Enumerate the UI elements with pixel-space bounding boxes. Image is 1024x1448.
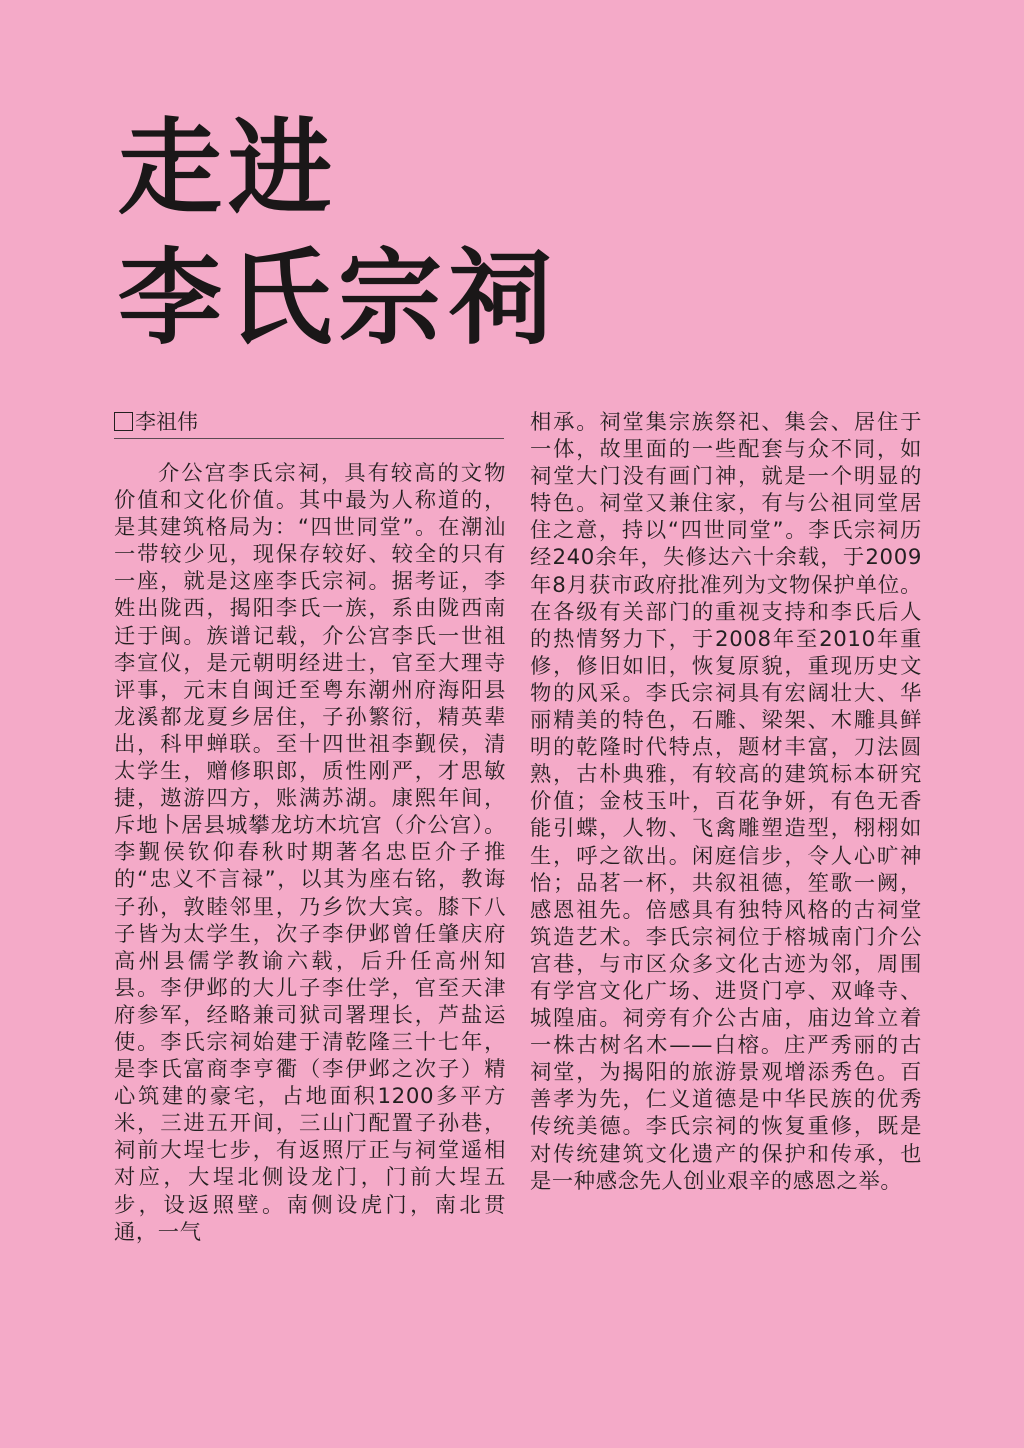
title-line-2: 李氏宗祠 xyxy=(118,236,559,359)
byline-box-icon xyxy=(114,412,133,431)
article-column-left: 介公宫李氏宗祠，具有较高的文物价值和文化价值。其中最为人称道的，是其建筑格局为：“四世同堂”。在潮汕一带较少见，现保存较好、较全的只有一座，就是这座李氏宗祠。据考证，李姓出陇西，揭阳李氏一族，系由陇西南迁于闽。族谱记载，介公宫李氏一世祖李宣仪，是元朝明经进士，官至大理寺评事，元末自闽迁至粤东潮州府海阳县龙溪都龙夏乡居住，子孙繁衍，精英辈出，科甲蝉联。至十四世祖李觐侯，清太学生，赠修职郎，质性刚严，才思敏捷，遨游四方，账满苏湖。康熙年间，斥地卜居县城攀龙坊木坑宫（介公宫）。李觐侯钦仰春秋时期著名忠臣介子推的“忠义不言禄”，以其为座右铭，教诲子孙，敦睦邻里，乃乡饮大宾。膝下八子皆为太学生，次子李伊邺曾任肇庆府高州县儒学教谕六载，后升任高州知县。李伊邺的大儿子李仕学，官至天津府参军，经略兼司狱司署理长，芦盐运使。李氏宗祠始建于清乾隆三十七年，是李氏富商李亨衢（李伊邺之次子）精心筑建的豪宅，占地面积1200多平方米，三进五开间，三山门配置子孙巷，祠前大埕七步，有返照厅正与祠堂遥相对应，大埕北侧设龙门，门前大埕五步，设返照壁。南侧设虎门，南北贯通，一气 xyxy=(114,461,506,1245)
title-line-1: 走进 xyxy=(118,106,339,229)
author-name: 李祖伟 xyxy=(135,410,198,434)
author-byline xyxy=(114,408,504,439)
article-column-right: 相承。祠堂集宗族祭祀、集会、居住于一体，故里面的一些配套与众不同，如祠堂大门没有画门神，就是一个明显的特色。祠堂又兼住家，有与公祖同堂居住之意，持以“四世同堂”。李氏宗祠历经240余年，失修达六十余载，于2009年8月获市政府批准列为文物保护单位。在各级有关部门的重视支持和李氏后人的热情努力下，于2008年至2010年重修，修旧如旧，恢复原貌，重现历史文物的风采。李氏宗祠具有宏阔壮大、华丽精美的特色，石雕、梁架、木雕具鲜明的乾隆时代特点，题材丰富，刀法圆熟，古朴典雅，有较高的建筑标本研究价值；金枝玉叶，百花争妍，有色无香能引蝶，人物、飞禽雕塑造型，栩栩如生，呼之欲出。闲庭信步，令人心旷神怡；品茗一杯，共叙祖德，笙歌一阙，感恩祖先。倍感具有独特风格的古祠堂筑造艺术。李氏宗祠位于榕城南门介公宫巷，与市区众多文化古迹为邻，周围有学宫文化广场、进贤门亭、双峰寺、城隍庙。祠旁有介公古庙，庙边耸立着一株古树名木——白榕。庄严秀丽的古祠堂，为揭阳的旅游景观增添秀色。百善孝为先，仁义道德是中华民族的优秀传统美德。李氏宗祠的恢复重修，既是对传统建筑文化遗产的保护和传承，也是一种感念先人创业艰辛的感恩之举。 xyxy=(530,410,922,1194)
